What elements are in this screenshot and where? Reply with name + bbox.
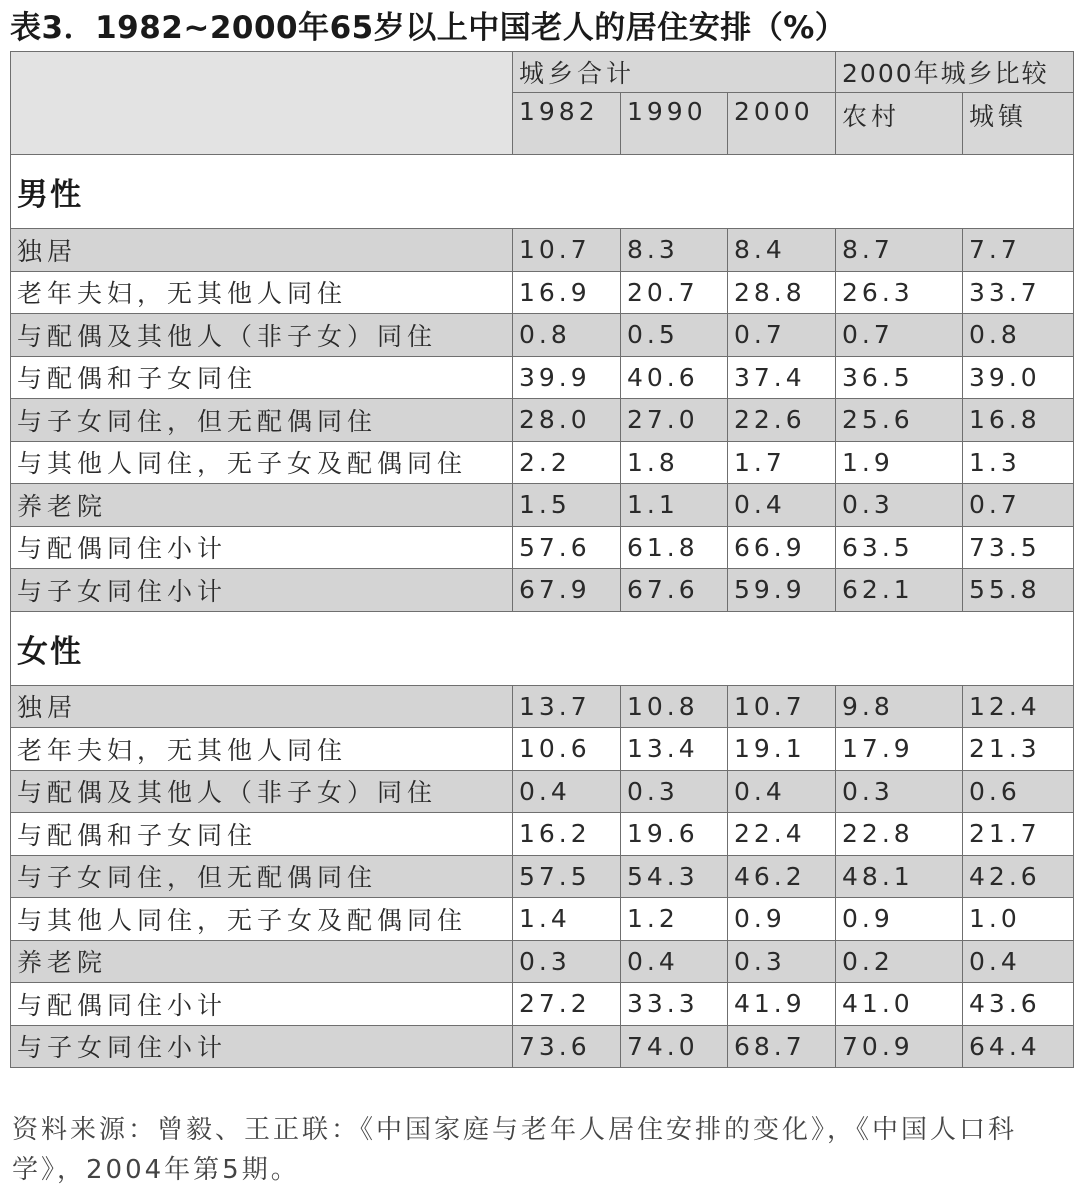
value-cell: 59.9 (728, 569, 836, 612)
table-row (11, 898, 1074, 941)
value-cell: 73.6 (513, 1025, 621, 1068)
value-cell: 0.9 (836, 898, 963, 941)
value-cell: 0.2 (836, 940, 963, 983)
value-cell: 10.7 (513, 229, 621, 272)
value-cell: 10.6 (513, 728, 621, 771)
table-row (11, 940, 1074, 983)
header-year-1990: 1990 (621, 93, 728, 155)
table-row (11, 685, 1074, 728)
row-label: 与配偶同住小计 (11, 983, 513, 1026)
value-cell: 2.2 (513, 441, 621, 484)
row-label: 与配偶和子女同住 (11, 813, 513, 856)
value-cell: 0.8 (513, 314, 621, 357)
value-cell: 7.7 (963, 229, 1074, 272)
value-cell: 13.4 (621, 728, 728, 771)
value-cell: 16.8 (963, 399, 1074, 442)
value-cell: 0.3 (836, 770, 963, 813)
row-label: 与配偶及其他人（非子女）同住 (11, 314, 513, 357)
value-cell: 66.9 (728, 526, 836, 569)
value-cell: 41.9 (728, 983, 836, 1026)
value-cell: 1.2 (621, 898, 728, 941)
value-cell: 67.9 (513, 569, 621, 612)
value-cell: 27.2 (513, 983, 621, 1026)
value-cell: 70.9 (836, 1025, 963, 1068)
value-cell: 21.7 (963, 813, 1074, 856)
table-row (11, 1025, 1074, 1068)
section-row (11, 611, 1074, 685)
value-cell: 67.6 (621, 569, 728, 612)
table-row (11, 569, 1074, 612)
value-cell: 13.7 (513, 685, 621, 728)
value-cell: 9.8 (836, 685, 963, 728)
value-cell: 0.4 (728, 770, 836, 813)
row-label: 与子女同住，但无配偶同住 (11, 399, 513, 442)
header-row-groups (11, 52, 1074, 93)
table-row (11, 229, 1074, 272)
value-cell: 22.4 (728, 813, 836, 856)
value-cell: 33.3 (621, 983, 728, 1026)
table-row (11, 484, 1074, 527)
value-cell: 1.3 (963, 441, 1074, 484)
row-label: 养老院 (11, 940, 513, 983)
value-cell: 16.9 (513, 271, 621, 314)
value-cell: 36.5 (836, 356, 963, 399)
value-cell: 64.4 (963, 1025, 1074, 1068)
table-row (11, 813, 1074, 856)
value-cell: 1.7 (728, 441, 836, 484)
value-cell: 16.2 (513, 813, 621, 856)
row-label: 与配偶和子女同住 (11, 356, 513, 399)
value-cell: 0.7 (836, 314, 963, 357)
value-cell: 33.7 (963, 271, 1074, 314)
value-cell: 8.4 (728, 229, 836, 272)
section-title: 男性 (11, 155, 1074, 229)
value-cell: 10.8 (621, 685, 728, 728)
row-label: 与子女同住小计 (11, 1025, 513, 1068)
row-label: 与配偶及其他人（非子女）同住 (11, 770, 513, 813)
value-cell: 1.4 (513, 898, 621, 941)
value-cell: 57.6 (513, 526, 621, 569)
value-cell: 1.9 (836, 441, 963, 484)
value-cell: 27.0 (621, 399, 728, 442)
value-cell: 68.7 (728, 1025, 836, 1068)
table-row (11, 314, 1074, 357)
value-cell: 0.4 (513, 770, 621, 813)
value-cell: 0.6 (963, 770, 1074, 813)
header-year-2000: 2000 (728, 93, 836, 155)
value-cell: 48.1 (836, 855, 963, 898)
value-cell: 1.1 (621, 484, 728, 527)
value-cell: 74.0 (621, 1025, 728, 1068)
table-row (11, 271, 1074, 314)
value-cell: 0.3 (513, 940, 621, 983)
value-cell: 28.8 (728, 271, 836, 314)
value-cell: 0.3 (728, 940, 836, 983)
header-group-total: 城乡合计 (513, 52, 836, 93)
value-cell: 0.8 (963, 314, 1074, 357)
value-cell: 46.2 (728, 855, 836, 898)
value-cell: 0.4 (963, 940, 1074, 983)
row-label: 老年夫妇，无其他人同住 (11, 271, 513, 314)
value-cell: 0.4 (621, 940, 728, 983)
value-cell: 0.3 (836, 484, 963, 527)
row-label: 与其他人同住，无子女及配偶同住 (11, 898, 513, 941)
table-row (11, 356, 1074, 399)
value-cell: 40.6 (621, 356, 728, 399)
value-cell: 55.8 (963, 569, 1074, 612)
row-label: 与子女同住，但无配偶同住 (11, 855, 513, 898)
value-cell: 26.3 (836, 271, 963, 314)
row-label: 与配偶同住小计 (11, 526, 513, 569)
row-label: 与子女同住小计 (11, 569, 513, 612)
value-cell: 43.6 (963, 983, 1074, 1026)
value-cell: 19.1 (728, 728, 836, 771)
value-cell: 57.5 (513, 855, 621, 898)
value-cell: 10.7 (728, 685, 836, 728)
value-cell: 39.9 (513, 356, 621, 399)
value-cell: 1.0 (963, 898, 1074, 941)
source-note: 资料来源：曾毅、王正联：《中国家庭与老年人居住安排的变化》，《中国人口科学》，2004年第5期。 (12, 1115, 1018, 1185)
value-cell: 8.3 (621, 229, 728, 272)
section-row (11, 155, 1074, 229)
row-label: 老年夫妇，无其他人同住 (11, 728, 513, 771)
table-row (11, 728, 1074, 771)
value-cell: 61.8 (621, 526, 728, 569)
header-urban: 城镇 (963, 93, 1074, 155)
value-cell: 28.0 (513, 399, 621, 442)
value-cell: 0.9 (728, 898, 836, 941)
section-title: 女性 (11, 611, 1074, 685)
table-title: 表3．1982~2000年65岁以上中国老人的居住安排（%） (10, 10, 847, 46)
value-cell: 22.6 (728, 399, 836, 442)
header-year-1982: 1982 (513, 93, 621, 155)
value-cell: 37.4 (728, 356, 836, 399)
row-label: 与其他人同住，无子女及配偶同住 (11, 441, 513, 484)
value-cell: 12.4 (963, 685, 1074, 728)
value-cell: 0.3 (621, 770, 728, 813)
row-label: 养老院 (11, 484, 513, 527)
value-cell: 0.7 (963, 484, 1074, 527)
value-cell: 21.3 (963, 728, 1074, 771)
value-cell: 41.0 (836, 983, 963, 1026)
value-cell: 39.0 (963, 356, 1074, 399)
value-cell: 8.7 (836, 229, 963, 272)
value-cell: 17.9 (836, 728, 963, 771)
value-cell: 0.7 (728, 314, 836, 357)
value-cell: 0.5 (621, 314, 728, 357)
table-row (11, 983, 1074, 1026)
value-cell: 1.8 (621, 441, 728, 484)
row-label: 独居 (11, 685, 513, 728)
table-row (11, 399, 1074, 442)
value-cell: 42.6 (963, 855, 1074, 898)
value-cell: 62.1 (836, 569, 963, 612)
value-cell: 1.5 (513, 484, 621, 527)
table-row (11, 526, 1074, 569)
value-cell: 25.6 (836, 399, 963, 442)
living-arrangements-table (10, 51, 1074, 1068)
value-cell: 0.4 (728, 484, 836, 527)
value-cell: 19.6 (621, 813, 728, 856)
value-cell: 73.5 (963, 526, 1074, 569)
value-cell: 63.5 (836, 526, 963, 569)
value-cell: 22.8 (836, 813, 963, 856)
value-cell: 54.3 (621, 855, 728, 898)
header-group-compare: 2000年城乡比较 (836, 52, 1074, 93)
table-row (11, 770, 1074, 813)
row-label: 独居 (11, 229, 513, 272)
header-corner (11, 52, 513, 155)
table-row (11, 441, 1074, 484)
table-row (11, 855, 1074, 898)
value-cell: 20.7 (621, 271, 728, 314)
header-rural: 农村 (836, 93, 963, 155)
